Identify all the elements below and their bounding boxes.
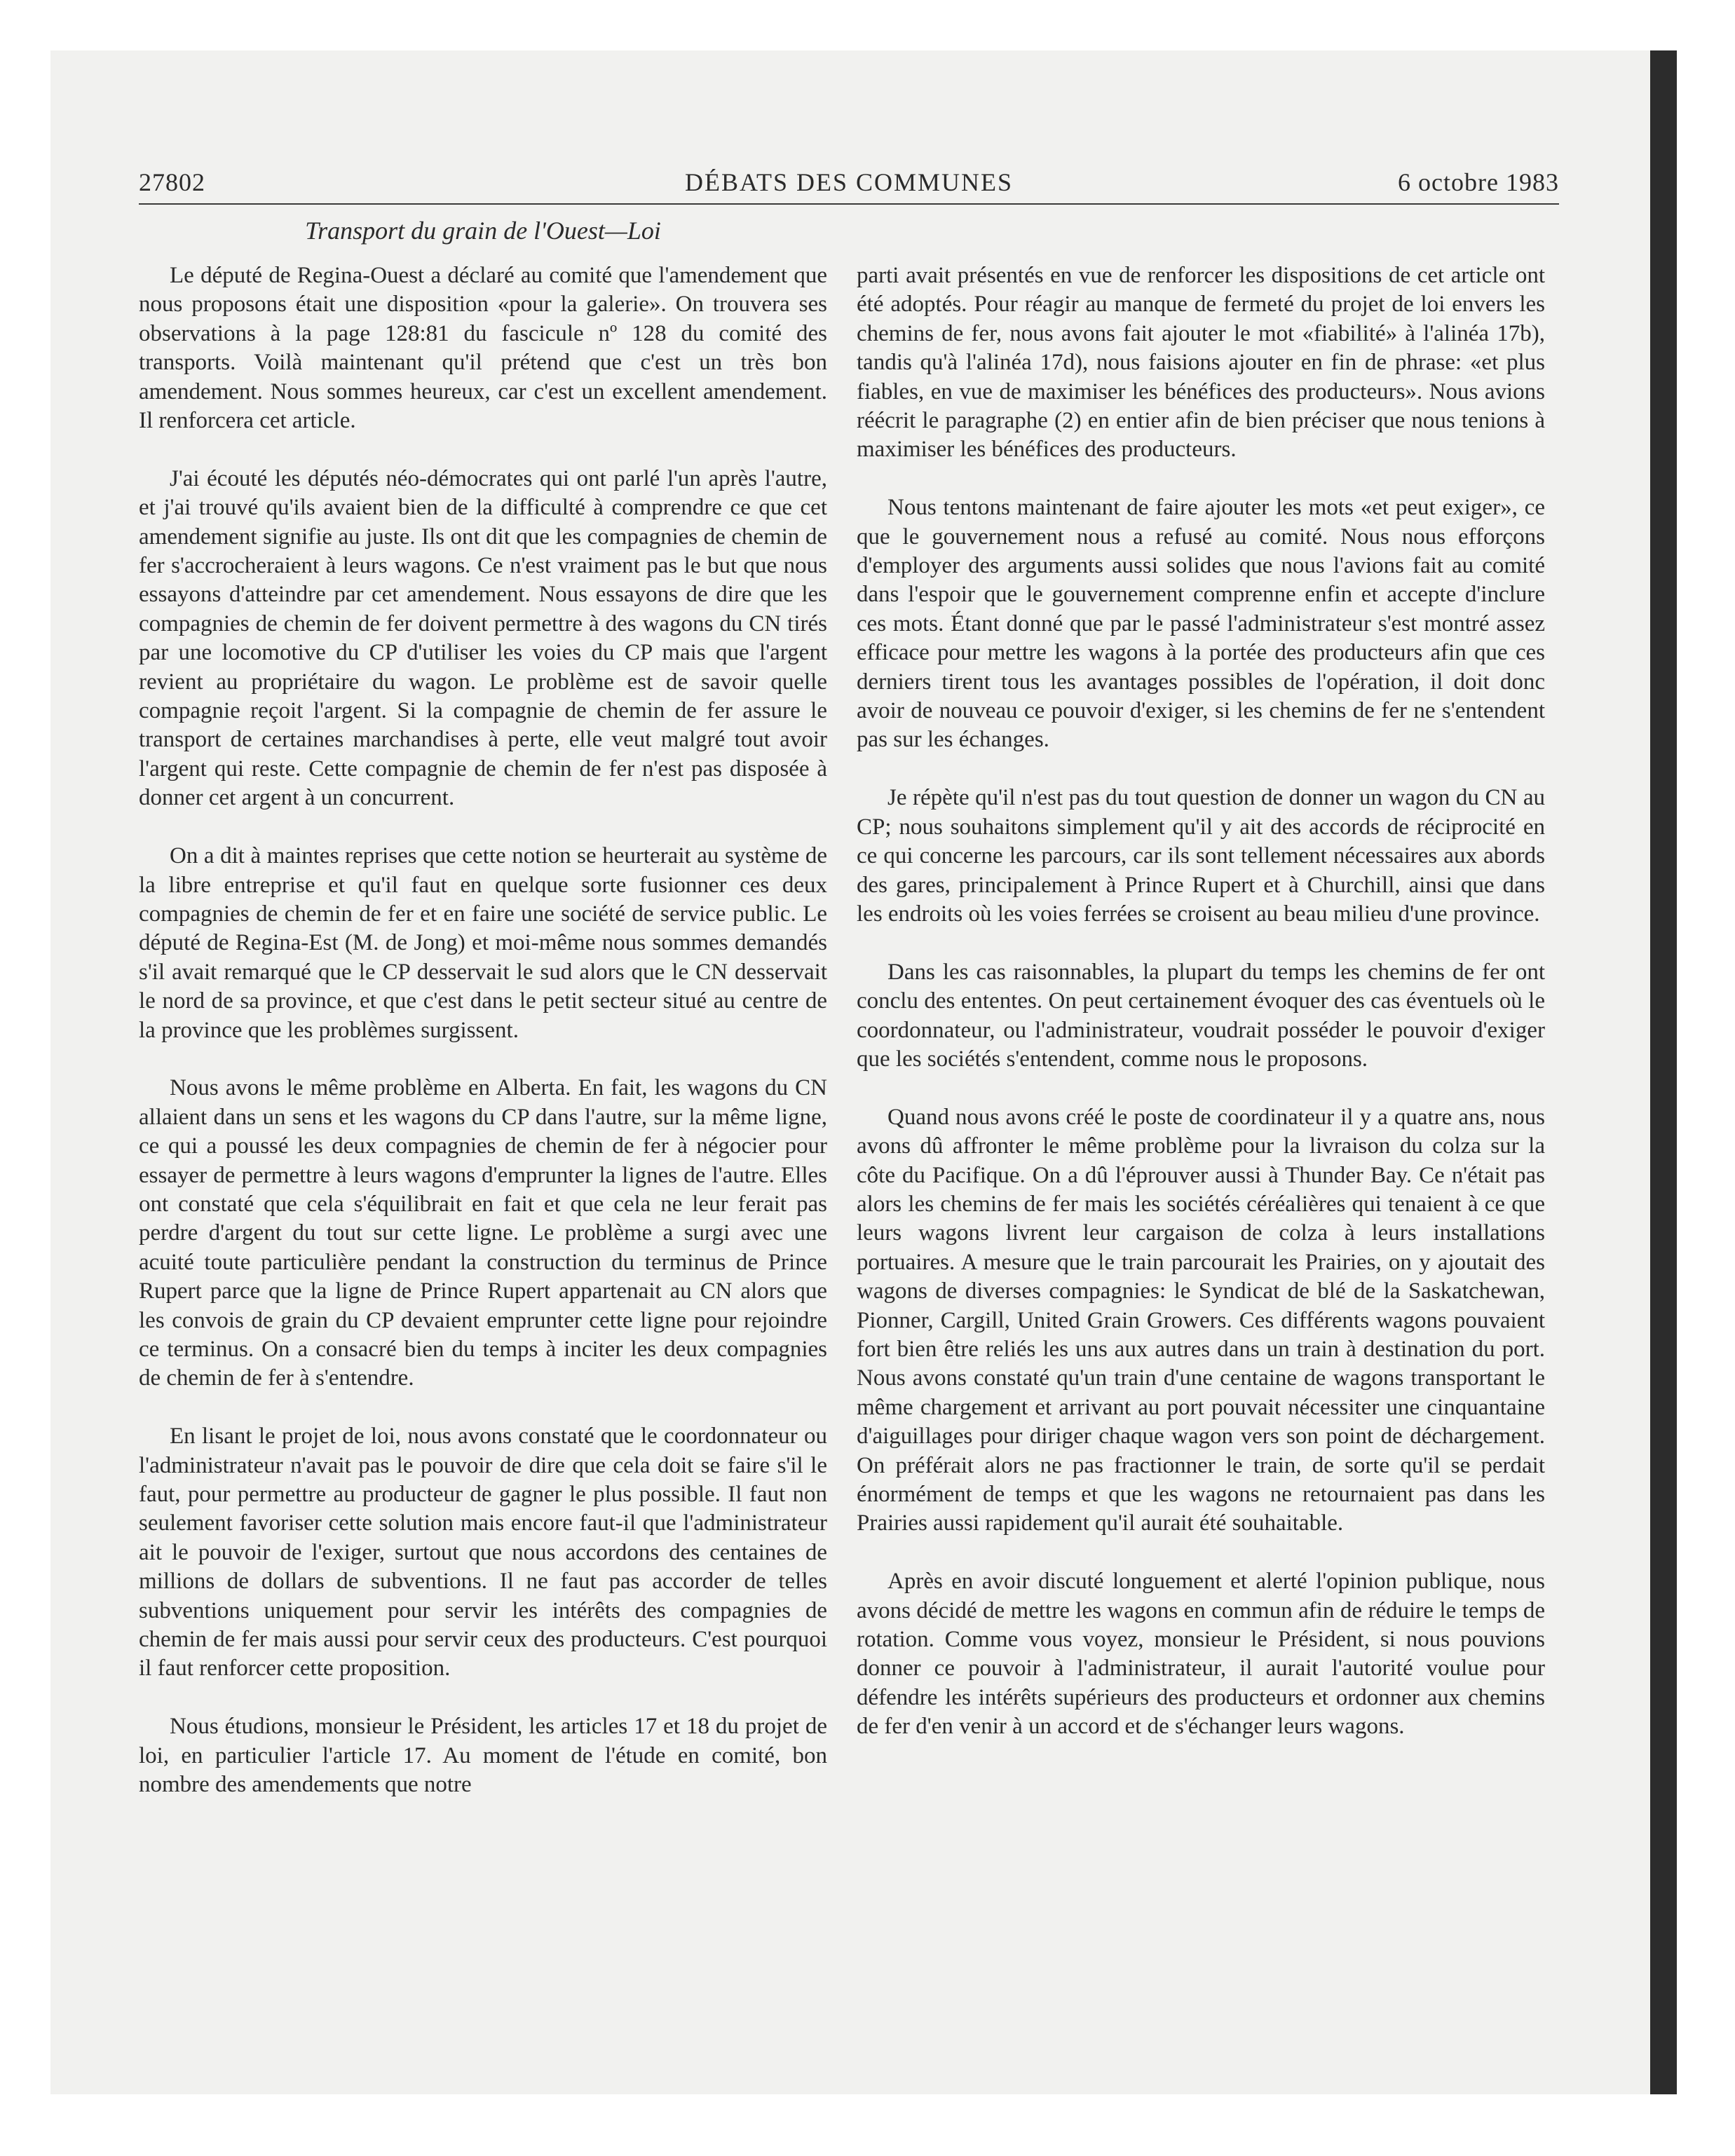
- paragraph: On a dit à maintes reprises que cette notion se heurterait au système de la libre entreprise et qu'il faut en quelque sorte fusionner ces deux compagnies de chemin de fer et en faire une société de service public. Le député de Regina-Est (M. de Jong) et moi-même nous sommes demandés s'il avait remarqué que le CP desservait le sud alors que le CN desservait le nord de sa province, et que c'est dans le petit secteur situé au centre de la province que les problèmes surgissent.: [139, 843, 827, 1043]
- left-column: [139, 261, 827, 1829]
- header-rule: [139, 203, 1559, 205]
- paragraph: Dans les cas raisonnables, la plupart du temps les chemins de fer ont conclu des ententes. On peut certainement évoquer des cas éventuels où le coordonnateur, ou l'administrateur, voudrait posséder le pouvoir d'exiger que les sociétés s'entendent, comme nous le proposons.: [857, 959, 1545, 1072]
- paragraph: En lisant le projet de loi, nous avons constaté que le coordonnateur ou l'administrateur n'avait pas le pouvoir de dire que cela doit se faire s'il le faut, pour permettre au producteur de gagner le plus possible. Il faut non seulement favoriser cette solution mais encore faut-il que l'administrateur ait le pouvoir de l'exiger, surtout que nous accordons des centaines de millions de dollars de subventions. Il ne faut pas accorder de telles subventions uniquement pour servir les intérêts des compagnies de chemin de fer mais aussi pour servir ceux des producteurs. C'est pourquoi il faut renforcer cette proposition.: [139, 1424, 827, 1681]
- page-date: 6 octobre 1983: [1398, 168, 1559, 196]
- binding-edge: [1650, 50, 1677, 2094]
- paragraph: Je répète qu'il n'est pas du tout question de donner un wagon du CN au CP; nous souhaitons simplement qu'il y ait des accords de réciprocité en ce qui concerne les parcours, car ils sont tellement nécessaires aux abords des gares, principalement à Prince Rupert et à Churchill, ainsi que dans les endroits où les voies ferrées se croisent au beau milieu d'une province.: [857, 785, 1545, 927]
- paragraph: Le député de Regina-Ouest a déclaré au comité que l'amendement que nous proposons était une disposition «pour la galerie». On trouvera ses observations à la page 128:81 du fascicule nº 128 du comité des transports. Voilà maintenant qu'il prétend que c'est un très bon amendement. Nous sommes heureux, car c'est un excellent amendement. Il renforcera cet article.: [139, 263, 827, 434]
- paragraph: Quand nous avons créé le poste de coordinateur il y a quatre ans, nous avons dû affronter le même problème pour la livraison du colza sur la côte du Pacifique. On a dû l'éprouver aussi à Thunder Bay. Ce n'était pas alors les chemins de fer mais les sociétés céréalières qui tenaient à ce que leurs wagons livrent leur cargaison de colza à leurs installations portuaires. A mesure que le train parcourait les Prairies, on y ajoutait des wagons de diverses compagnies: le Syndicat de blé de la Saskatchewan, Pionner, Cargill, United Grain Growers. Ces différents wagons pouvaient fort bien être reliés les uns aux autres dans un train à destination du port. Nous avons constaté qu'un train d'une centaine de wagons transportant le même chargement et arrivant au port pouvait nécessiter une cinquantaine d'aiguillages pour diriger chaque wagon vers son point de déchargement. On préférait alors ne pas fractionner le train, de sorte qu'il se perdait énormément de temps et que les wagons ne retournaient pas dans les Prairies aussi rapidement qu'il aurait été souhaitable.: [857, 1104, 1545, 1536]
- paragraph: Nous tentons maintenant de faire ajouter les mots «et peut exiger», ce que le gouvernement nous a refusé au comité. Nous nous efforçons d'employer des arguments aussi solides que nous l'avions fait au comité dans l'espoir que le gouvernement comprenne enfin et accepte d'inclure ces mots. Étant donné que par le passé l'administrateur s'est montré assez efficace pour mettre les wagons à la portée des producteurs afin que ces derniers tirent tous les avantages possibles de l'opération, il doit donc avoir de nouveau ce pouvoir d'exiger, si les chemins de fer ne s'entendent pas sur les échanges.: [857, 495, 1545, 753]
- paragraph-continued: parti avait présentés en vue de renforcer les dispositions de cet article ont été adoptés. Pour réagir au manque de fermeté du projet de loi envers les chemins de fer, nous avons fait ajouter le mot «fiabilité» à l'alinéa 17b), tandis qu'à l'alinéa 17d), nous faisions ajouter en fin de phrase: «et plus fiables, en vue de maximiser les bénéfices des producteurs». Nous avions réécrit le paragraphe (2) en entier afin de bien préciser que nous tenions à maximiser les bénéfices des producteurs.: [857, 263, 1545, 463]
- section-title: Transport du grain de l'Ouest—Loi: [305, 217, 661, 245]
- paragraph: J'ai écouté les députés néo-démocrates qui ont parlé l'un après l'autre, et j'ai trouvé qu'ils avaient bien de la difficulté à comprendre ce que cet amendement signifie au juste. Ils ont dit que les compagnies de chemin de fer s'accrocheraient à leurs wagons. Ce n'est vraiment pas le but que nous essayons d'atteindre par cet amendement. Nous essayons de dire que les compagnies de chemin de fer doivent permettre à des wagons du CN tirés par une locomotive du CP d'utiliser les voies du CP mais que l'argent revient au propriétaire du wagon. Le problème est de savoir quelle compagnie reçoit l'argent. Si la compagnie de chemin de fer assure le transport de certaines marchandises à perte, elle veut malgré tout avoir l'argent qui reste. Cette compagnie de chemin de fer n'est pas disposée à donner cet argent à un concurrent.: [139, 465, 827, 811]
- paragraph: Nous étudions, monsieur le Président, les articles 17 et 18 du projet de loi, en particulier l'article 17. Au moment de l'étude en comité, bon nombre des amendements que notre: [139, 1714, 827, 1798]
- paragraph: Nous avons le même problème en Alberta. En fait, les wagons du CN allaient dans un sens et les wagons du CP dans l'autre, sur la même ligne, ce qui a poussé les deux compagnies de chemin de fer à négocier pour essayer de permettre à leurs wagons d'emprunter la lignes de l'autre. Elles ont constaté que cela s'équilibrait en fait et que cela ne leur ferait pas perdre d'argent du tout sur cette ligne. Le problème a surgi avec une acuité toute particulière pendant la construction du terminus de Prince Rupert parce que la ligne de Prince Rupert appartenait au CN alors que les convois de grain du CP devaient emprunter cette ligne pour rejoindre ce terminus. On a consacré bien du temps à inciter les deux compagnies de chemin de fer à s'entendre.: [139, 1075, 827, 1391]
- publication-title: DÉBATS DES COMMUNES: [684, 168, 1014, 196]
- page-number: 27802: [139, 168, 205, 196]
- right-column: [857, 261, 1545, 1770]
- paragraph: Après en avoir discuté longuement et alerté l'opinion publique, nous avons décidé de mettre les wagons en commun afin de réduire le temps de rotation. Comme vous voyez, monsieur le Président, si nous pouvions donner ce pouvoir à l'administrateur, il aurait l'autorité voulue pour défendre les intérêts supérieurs des producteurs et ordonner aux chemins de fer d'en venir à un accord et de s'échanger leurs wagons.: [857, 1569, 1545, 1740]
- page-header: [139, 164, 1559, 200]
